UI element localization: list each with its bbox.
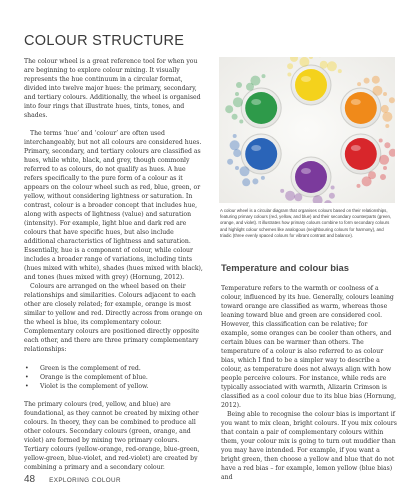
page-title: COLOUR STRUCTURE xyxy=(24,33,185,49)
pigment-dust-speck xyxy=(331,186,335,190)
body-paragraph: Colours are arranged on the wheel based on their relationships and similarities. Colours adjacent to each other are closely related; for example, orange is most similar to yellow and red. Directly across from orange on the wheel is blue, its complementary colour. Complementary colours are positioned directly opposite each other, and there are three primary complementary relationships: xyxy=(24,283,203,354)
pigment-dust-speck xyxy=(236,82,242,88)
list-item: • Orange is the complement of blue. xyxy=(24,373,204,382)
pigment-orange xyxy=(345,92,377,124)
pigment-dust-speck xyxy=(230,140,240,150)
pigment-dust-speck xyxy=(262,74,266,78)
pigment-dust-speck xyxy=(385,124,389,128)
pigment-wheel-illustration xyxy=(219,57,395,203)
pigment-blue xyxy=(245,138,277,170)
pigment-dust-speck xyxy=(242,178,250,186)
pigment-dust-speck xyxy=(373,86,383,96)
pigment-dust-speck xyxy=(379,155,389,165)
page-footer xyxy=(24,474,121,485)
section-heading: Temperature and colour bias xyxy=(221,262,349,273)
pigment-dust-speck xyxy=(225,105,233,113)
pigment-dust-speck xyxy=(232,114,238,120)
pigment-dust-speck xyxy=(380,174,386,180)
pigment-dust-speck xyxy=(384,142,390,148)
pigment-red xyxy=(345,138,377,170)
pigment-green xyxy=(245,92,277,124)
figure-caption: A colour wheel is a circular diagram that organises colours based on their relationships, featuring primary colours (red, yellow, and blue) and their secondary counterparts (green, orange, and violet). It illustrates how primary colours combine to form secondary colours and highlight colour schemes like analogous (neighbouring colours for harmony), and triadic (three evenly spaced colours for vibrant contrast and balance). xyxy=(220,208,392,238)
pigment-dust-speck xyxy=(364,78,370,84)
body-paragraph: The colour wheel is a great reference tool for when you are beginning to explore colour mixing. It visually represents the hue continuum in a circular format, divided into twelve major hues: the primary, secondary, and tertiary colours. Additionally, the wheel is organised into four rings that illustrate hues, tints, tones, and shades. xyxy=(24,58,201,120)
pigment-dust-speck xyxy=(382,112,392,122)
page-number: 48 xyxy=(24,474,36,485)
pigment-dust-speck xyxy=(233,149,241,157)
pigment-dust-speck xyxy=(261,176,265,180)
pigment-dust-speck xyxy=(252,178,258,184)
pigment-dust-speck xyxy=(383,92,387,96)
pigment-highlight xyxy=(351,145,361,151)
pigment-highlight xyxy=(251,145,261,151)
complement-list xyxy=(24,364,204,391)
pigment-dust-speck xyxy=(235,92,239,96)
pigment-dust-speck xyxy=(294,193,302,201)
pigment-highlight xyxy=(301,168,311,174)
right-column xyxy=(221,284,397,482)
body-paragraph: Being able to recognise the colour bias is important if you want to mix clean, bright colours. If you mix colours that contain a pair of complementary colours within them, your colour mix is going to turn out muddier than you may have intended. For example, if you want a bright green, then choose a yellow and blue that do not have a red bias – for example, lemon yellow (blue bias) and xyxy=(221,411,397,482)
pigment-dust-speck xyxy=(362,176,372,186)
pigment-dust-speck xyxy=(280,189,284,193)
pigment-dust-speck xyxy=(329,193,335,199)
pigment-dust-speck xyxy=(239,120,243,124)
pigment-dust-speck xyxy=(235,166,239,170)
pigment-dust-speck xyxy=(299,57,309,67)
pigment-dust-speck xyxy=(372,76,380,84)
pigment-dust-speck xyxy=(285,191,295,201)
pigment-dust-speck xyxy=(233,134,237,138)
pigment-dust-speck xyxy=(287,73,291,77)
pigment-dust-speck xyxy=(381,105,389,113)
pigment-dust-speck xyxy=(357,184,361,188)
body-paragraph: Temperature refers to the warmth or coolness of a colour, influenced by its hue. Generally, colours leaning toward orange are classified as warm, whereas those leaning toward blue and green are considered cool. However, this classification can be relative; for example, some oranges can be cooler than others, and certain blues can be warmer than others. The temperature of a colour is also referred to as colour bias, which I find to be a simpler way to describe a colour, as temperature does not always align with how people perceive colours. For instance, while reds are typically associated with warmth, Alizarin Crimson is classified as a cool colour due to its blue bias (Hornung, 2012). xyxy=(221,285,397,410)
list-item: • Violet is the complement of yellow. xyxy=(24,382,204,391)
pigment-dust-speck xyxy=(320,61,328,69)
pigment-highlight xyxy=(301,76,311,82)
pigment-dust-speck xyxy=(287,63,293,69)
pigment-yellow xyxy=(295,69,327,101)
pigment-dust-speck xyxy=(389,97,395,103)
pigment-wheel-photo xyxy=(219,57,395,203)
list-item: • Green is the complement of red. xyxy=(24,364,204,373)
left-column xyxy=(24,57,204,472)
pigment-dust-speck xyxy=(357,82,361,86)
pigment-dust-speck xyxy=(227,159,233,165)
pigment-dust-speck xyxy=(327,61,337,71)
pigment-dust-speck xyxy=(379,139,383,143)
pigment-dust-speck xyxy=(338,69,342,73)
pigment-dust-speck xyxy=(240,166,250,176)
running-footer-title: EXPLORING COLOUR xyxy=(49,477,121,484)
pigment-dust-speck xyxy=(383,166,387,170)
body-paragraph: The primary colours (red, yellow, and blue) are foundational, as they cannot be created by mixing other colours. In theory, they can be combined to produce all other colours. Secondary colours (green, orange, and violet) are formed by mixing two primary colours. Tertiary colours (yellow-orange, red-orange, blue-green, yellow-green, blue-violet, and red-violet) are created by combining a primary and a secondary colour. xyxy=(24,400,200,471)
pigment-highlight xyxy=(251,99,261,105)
pigment-dust-speck xyxy=(250,76,260,86)
pigment-dust-speck xyxy=(233,97,243,107)
pigment-violet xyxy=(295,161,327,193)
pigment-highlight xyxy=(351,99,361,105)
body-paragraph: The terms ‘hue’ and ‘colour’ are often used interchangeably, but not all colours are considered hues. Primary, secondary, and tertiary colours are classified as hues, while white, black, and grey, though commonly referred to as colours, do not qualify as hues. A hue refers specifically to the pure form of a colour as it appears on the colour wheel such as red, blue, green, or yellow, without considering lightness or saturation. In contrast, colour is a broader concept that includes hue, along with aspects of lightness (value) and saturation (intensity). For example, light blue and dark red are colours that have specific hues, but also include additional characteristics of lightness and saturation. Essentially, hue is a component of colour, while colour includes a broader range of variations, including tints (hues mixed with white), shades (hues mixed with black), and tones (hues mixed with grey) (Hornung, 2012). xyxy=(24,130,203,282)
